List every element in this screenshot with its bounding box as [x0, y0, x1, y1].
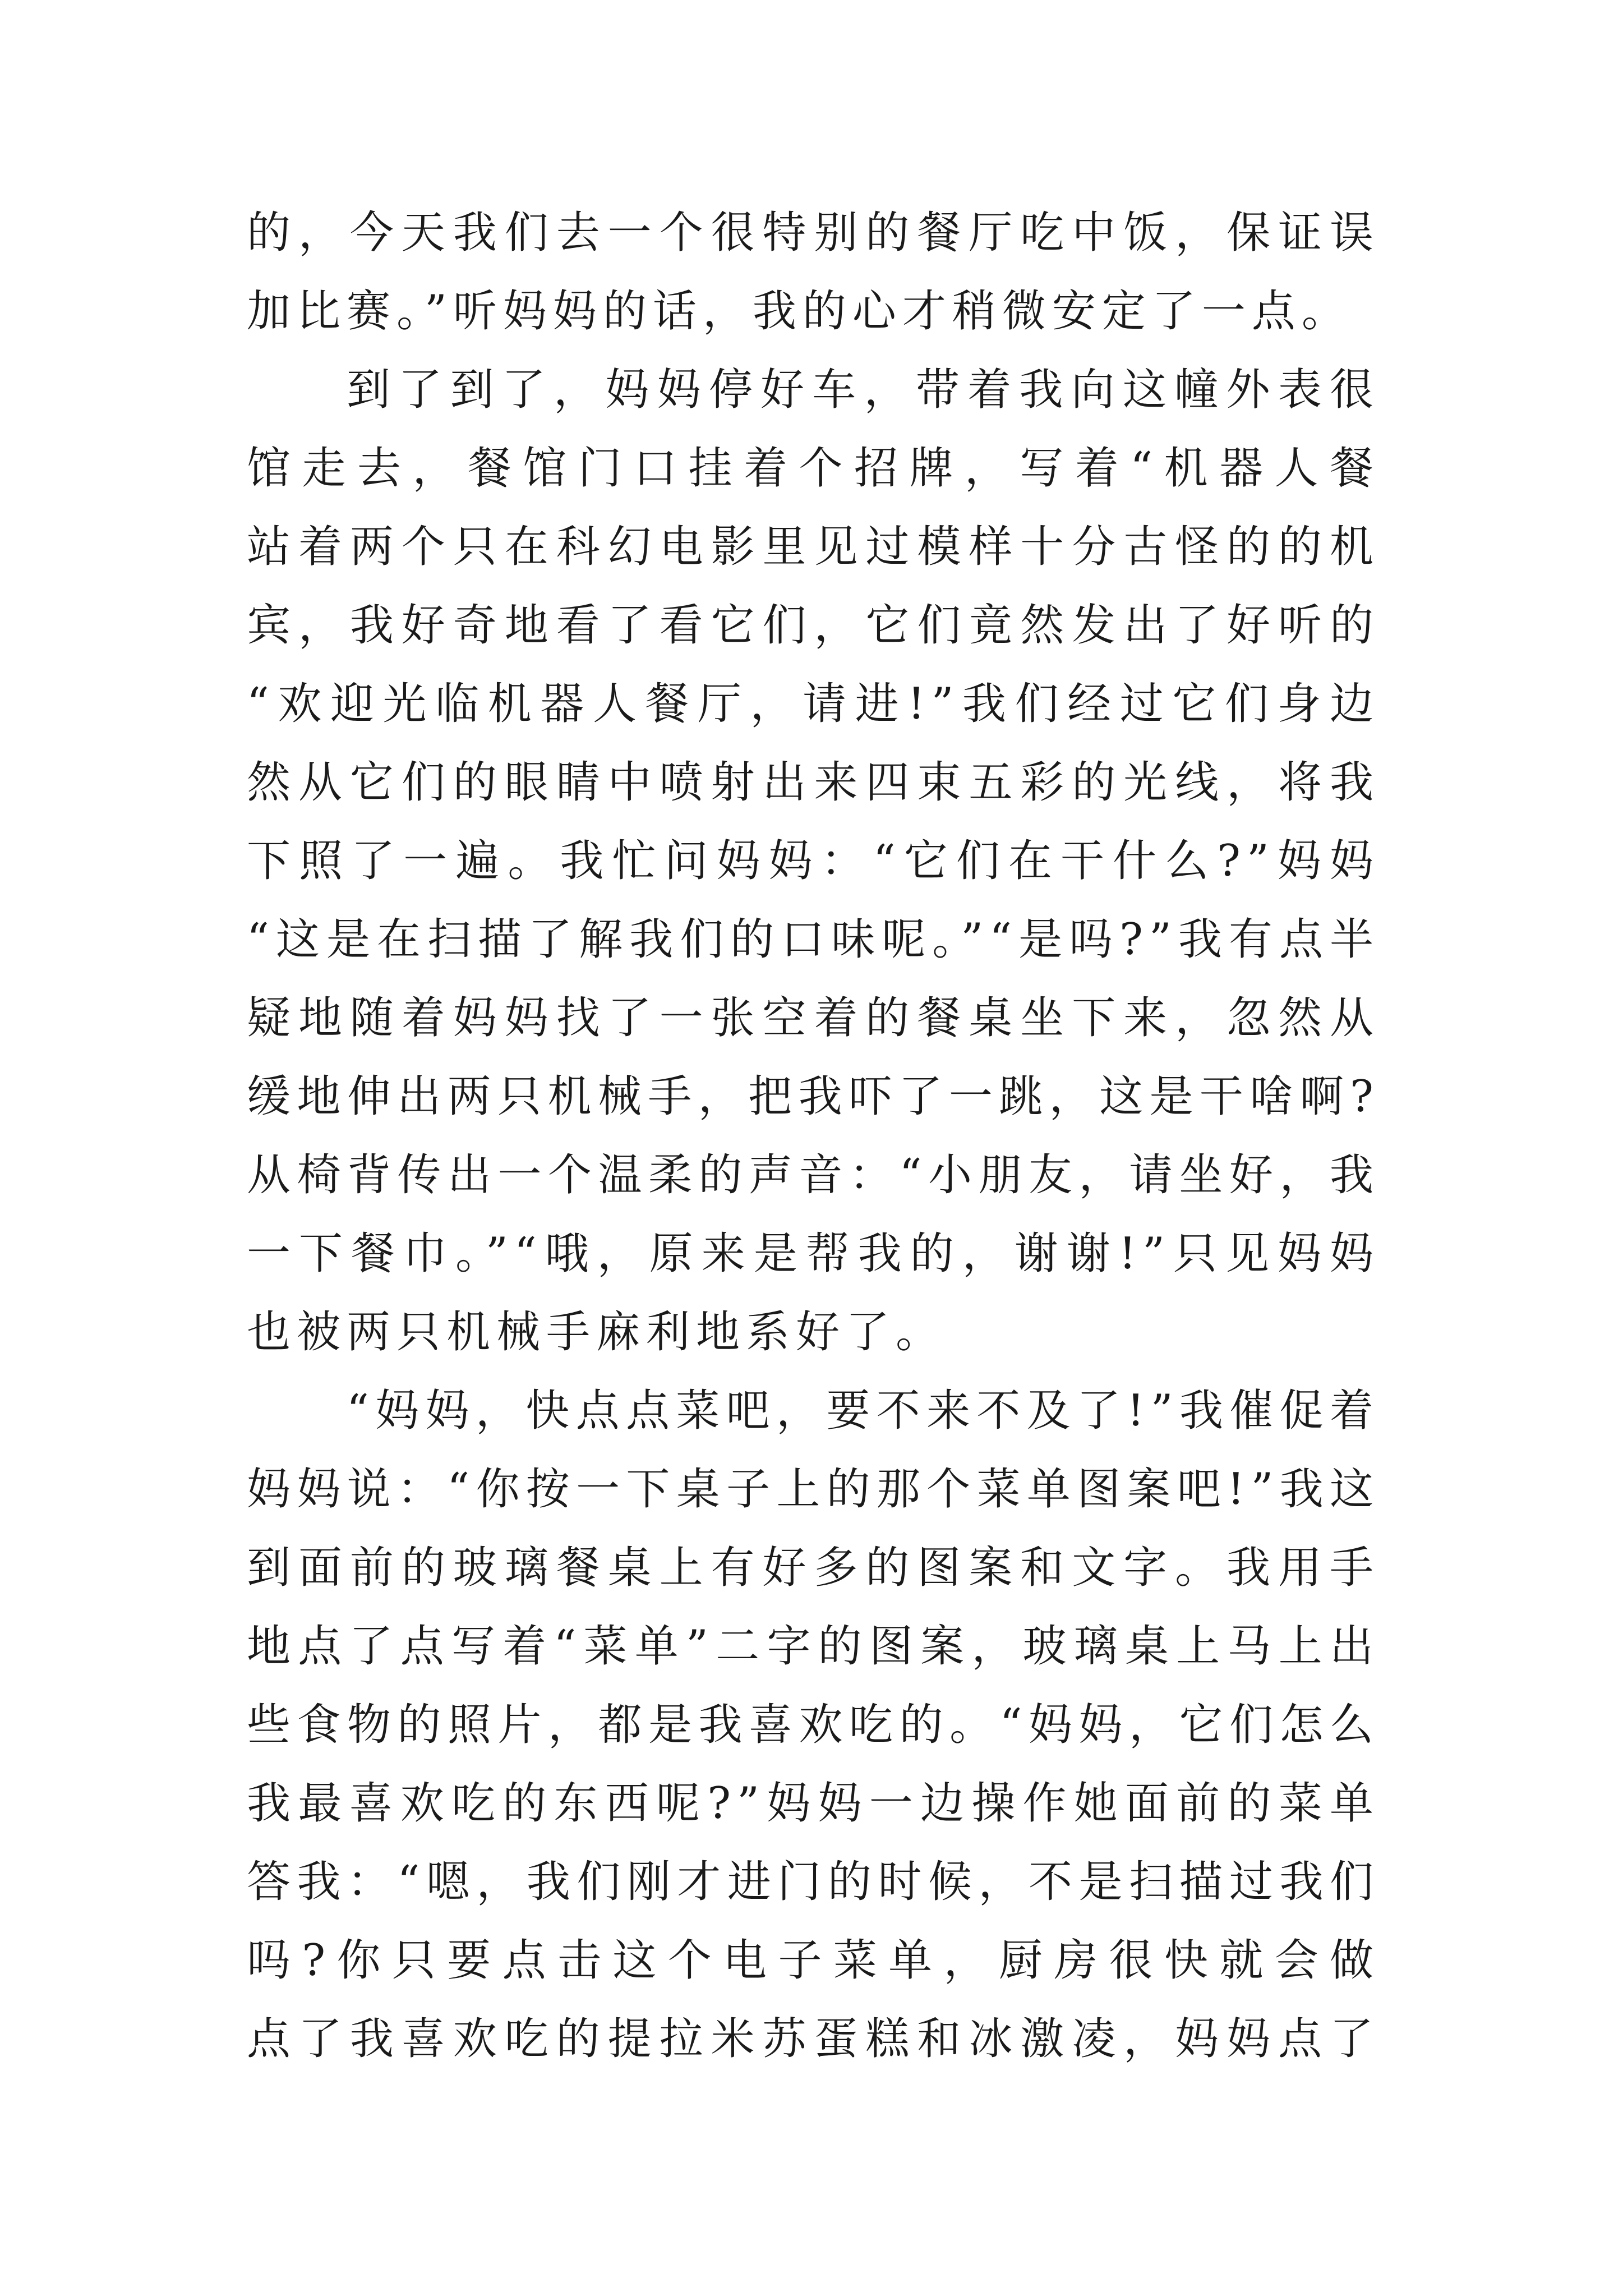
- text-line: 宾，我好奇地看了看它们，它们竟然发出了好听的: [247, 600, 1380, 651]
- text-line: 地点了点写着“菜单”二字的图案，玻璃桌上马上出: [247, 1621, 1380, 1672]
- paragraph-first-line: 到了到了，妈妈停好车，带着我向这幢外表很: [347, 365, 1380, 415]
- text-line: 妈妈说：“你按一下桌子上的那个菜单图案吧!”我这: [247, 1464, 1380, 1515]
- text-line: 到面前的玻璃餐桌上有好多的图案和文字。我用手: [247, 1543, 1380, 1593]
- text-line: 的，今天我们去一个很特别的餐厅吃中饭，保证误: [247, 208, 1380, 258]
- text-line: 一下餐巾。”“哦，原来是帮我的，谢谢!”只见妈妈: [247, 1228, 1380, 1279]
- text-line: 也被两只机械手麻利地系好了。: [247, 1307, 946, 1358]
- text-line: 从椅背传出一个温柔的声音：“小朋友，请坐好，我: [247, 1150, 1380, 1200]
- text-line: 站着两个只在科幻电影里见过模样十分古怪的的机: [247, 522, 1380, 572]
- text-line: “这是在扫描了解我们的口味呢。”“是吗?”我有点半: [247, 914, 1380, 965]
- text-line: 吗?你只要点击这个电子菜单，厨房很快就会做: [247, 1935, 1380, 1986]
- text-line: 我最喜欢吃的东西呢?”妈妈一边操作她面前的菜单: [247, 1778, 1380, 1829]
- text-line: 些食物的照片，都是我喜欢吃的。“妈妈，它们怎么: [247, 1700, 1380, 1750]
- text-line: “欢迎光临机器人餐厅，请进!”我们经过它们身边: [247, 679, 1380, 729]
- text-line: 答我：“嗯，我们刚才进门的时候，不是扫描过我们: [247, 1857, 1380, 1907]
- text-line: 下照了一遍。我忙问妈妈：“它们在干什么?”妈妈: [247, 836, 1380, 886]
- paragraph-first-line: “妈妈，快点点菜吧，要不来不及了!”我催促着: [347, 1386, 1380, 1436]
- text-line: 馆走去，餐馆门口挂着个招牌，写着“机器人餐: [247, 443, 1380, 494]
- text-line: 点了我喜欢吃的提拉米苏蛋糕和冰激凌，妈妈点了: [247, 2014, 1380, 2064]
- body-text: [247, 194, 1380, 2078]
- text-line: 加比赛。”听妈妈的话，我的心才稍微安定了一点。: [247, 286, 1352, 337]
- text-line: 疑地随着妈妈找了一张空着的餐桌坐下来，忽然从: [247, 993, 1380, 1043]
- text-line: 然从它们的眼睛中喷射出来四束五彩的光线，将我: [247, 757, 1380, 808]
- text-line: 缓地伸出两只机械手，把我吓了一跳，这是干啥啊?: [247, 1071, 1380, 1122]
